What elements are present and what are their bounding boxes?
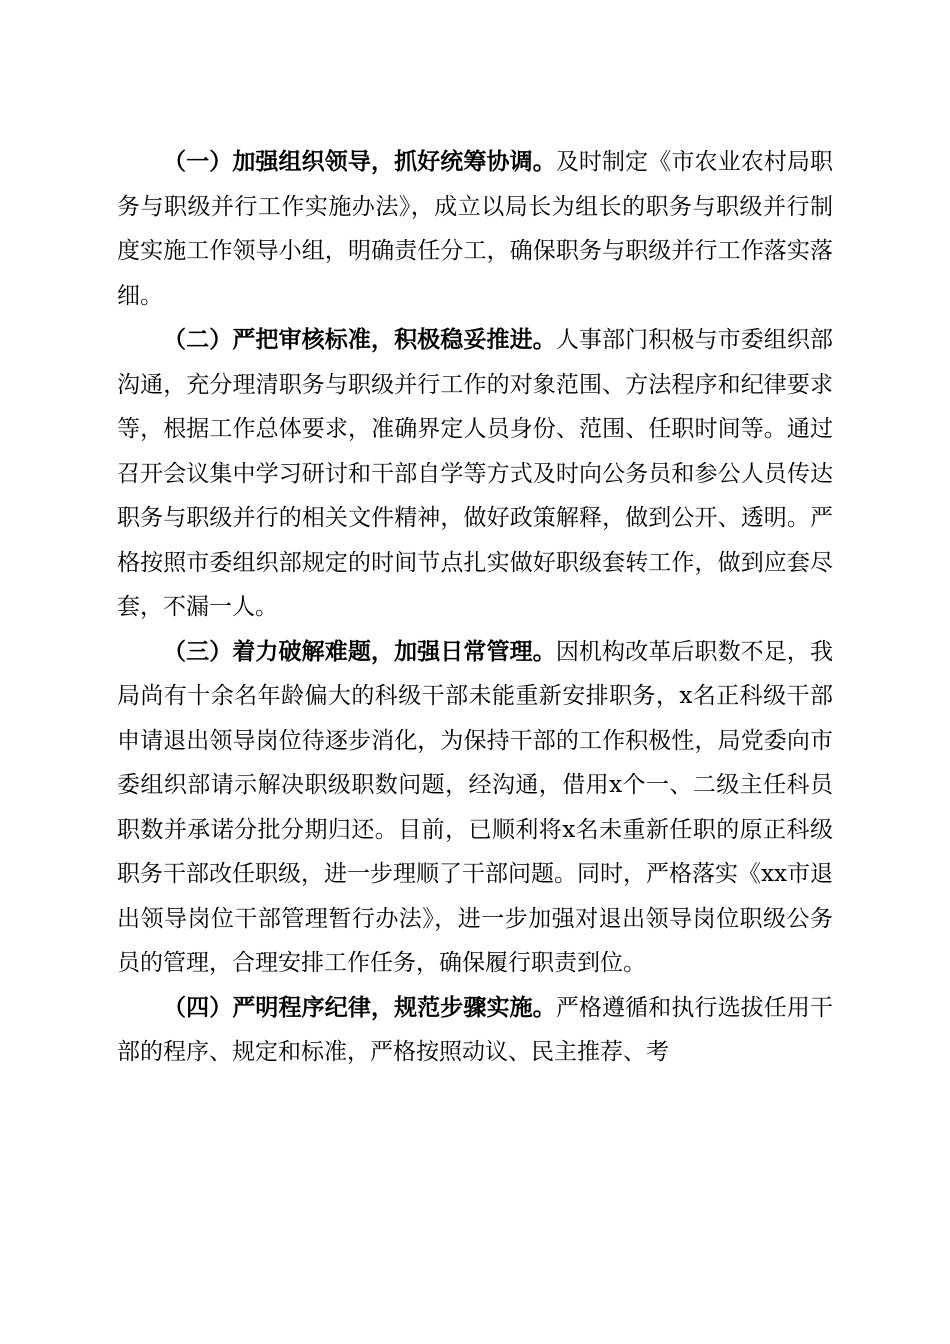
paragraph-3-text: 因机构改革后职数不足，我局尚有十余名年龄偏大的科级干部未能重新安排职务，x名正科级干部申请退出领导岗位待逐步消化，为保持干部的工作积极性，局党委向市委组织部请示解决职级职数问题，经沟通，借用x个一、二级主任科员职数并承诺分批分期归还。目前，已顺利将x名未重新任职的原正科级职务干部改任职级，进一步理顺了干部问题。同时，严格落实《xx市退出领导岗位干部管理暂行办法》，进一步加强对退出领导岗位职级公务员的管理，合理安排工作任务，确保履行职责到位。 bbox=[117, 638, 834, 976]
paragraph-2 bbox=[117, 318, 833, 630]
paragraph-2-heading: （二）严把审核标准，积极稳妥推进。 bbox=[163, 326, 556, 353]
document-body bbox=[117, 140, 833, 1075]
paragraph-3 bbox=[117, 630, 833, 986]
paragraph-4 bbox=[117, 986, 833, 1075]
paragraph-1-text: 及时制定《市农业农村局职务与职级并行工作实施办法》，成立以局长为组长的职务与职级并行制度实施工作领导小组，明确责任分工，确保职务与职级并行工作落实落细。 bbox=[117, 149, 834, 309]
paragraph-4-text: 严格遵循和执行选拔任用干部的程序、规定和标准，严格按照动议、民主推荐、考 bbox=[117, 994, 834, 1065]
paragraph-1-heading: （一）加强组织领导，抓好统筹协调。 bbox=[163, 148, 556, 175]
paragraph-4-heading: （四）严明程序纪律，规范步骤实施。 bbox=[163, 993, 556, 1021]
paragraph-3-heading: （三）着力破解难题，加强日常管理。 bbox=[163, 637, 556, 665]
paragraph-1 bbox=[117, 140, 833, 318]
paragraph-2-text: 人事部门积极与市委组织部沟通，充分理清职务与职级并行工作的对象范围、方法程序和纪律要求等，根据工作总体要求，准确界定人员身份、范围、任职时间等。通过召开会议集中学习研讨和干部自学等方式及时向公务员和参公人员传达职务与职级并行的相关文件精神，做好政策解释，做到公开、透明。严格按照市委组织部规定的时间节点扎实做好职级套转工作，做到应套尽套，不漏一人。 bbox=[117, 327, 834, 620]
